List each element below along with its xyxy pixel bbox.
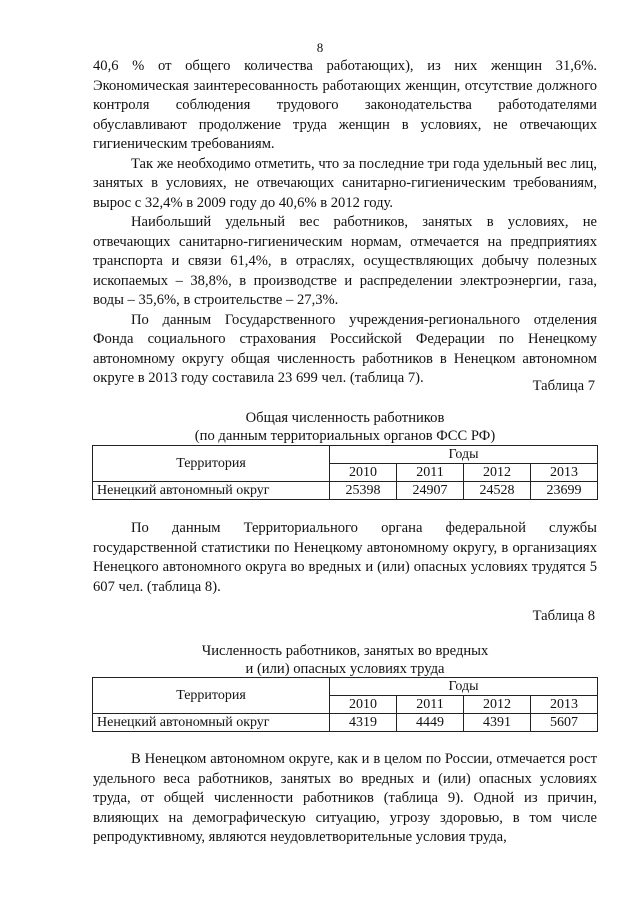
territory-header: Территория	[93, 446, 330, 482]
table-7-title	[93, 409, 597, 445]
year-cell: 2013	[531, 696, 598, 714]
year-cell: 2011	[397, 696, 464, 714]
table-7-label: Таблица 7	[532, 378, 595, 394]
table-8-label: Таблица 8	[532, 608, 595, 624]
paragraph: 40,6 % от общего количества работающих), из них женщин 31,6%. Экономическая заинтересованность работающих женщин, отсутствие должного контроля соблюдения трудового законодательства работодателями обуславливают продолжение труда женщин в условиях, не отвечающих гигиеническим требованиям.	[93, 58, 597, 152]
year-cell: 2012	[464, 696, 531, 714]
table-8-title-line-1: Численность работников, занятых во вредных	[201, 643, 489, 659]
value-cell: 24907	[397, 482, 464, 500]
value-cell: 4449	[397, 714, 464, 732]
table-7-title-line-1: Общая численность работников	[245, 410, 445, 426]
year-cell: 2012	[464, 464, 531, 482]
value-cell: 5607	[531, 714, 598, 732]
paragraph: По данным Территориального органа федеральной службы государственной статистики по Ненецкому автономному округу, в организациях Ненецкого автономного округа во вредных и (или) опасных условиях трудятся 5 607 чел. (таблица 8).	[93, 520, 597, 595]
table-8-title	[93, 642, 597, 678]
row-label: Ненецкий автономный округ	[93, 482, 330, 500]
table-7-title-line-2: (по данным территориальных органов ФСС РФ)	[194, 428, 496, 444]
value-cell: 23699	[531, 482, 598, 500]
text-block-3	[93, 750, 597, 848]
table-8	[92, 677, 598, 732]
year-cell: 2011	[397, 464, 464, 482]
paragraph: Наибольший удельный вес работников, занятых в условиях, не отвечающих санитарно-гигиеническим нормам, отмечается на предприятиях транспорта и связи 61,4%, в отраслях, осуществляющих добычу полезных ископаемых – 38,8%, в производстве и распределении электроэнергии, газа, воды – 35,6%, в строительстве – 27,3%.	[93, 214, 597, 308]
table-row	[93, 714, 598, 732]
table-8-title-line-2: и (или) опасных условиях труда	[245, 661, 445, 677]
value-cell: 25398	[330, 482, 397, 500]
value-cell: 4319	[330, 714, 397, 732]
value-cell: 24528	[464, 482, 531, 500]
year-cell: 2010	[330, 464, 397, 482]
years-header: Годы	[330, 446, 598, 464]
years-header: Годы	[330, 678, 598, 696]
text-block-1	[93, 57, 597, 389]
year-cell: 2013	[531, 464, 598, 482]
year-cell: 2010	[330, 696, 397, 714]
table-row	[93, 482, 598, 500]
value-cell: 4391	[464, 714, 531, 732]
page-number: 8	[316, 40, 324, 55]
text-block-2	[93, 519, 597, 597]
paragraph: Так же необходимо отметить, что за последние три года удельный вес лиц, занятых в условиях, не отвечающих санитарно-гигиеническим требованиям, вырос с 32,4% в 2009 году до 40,6% в 2012 году.	[93, 155, 597, 211]
territory-header: Территория	[93, 678, 330, 714]
paragraph: По данным Государственного учреждения-регионального отделения Фонда социального страхования Российской Федерации по Ненецкому автономному округу общая численность работников в Ненецком автономном округе в 2013 году составила 23 699 чел. (таблица 7).	[93, 311, 597, 386]
paragraph: В Ненецком автономном округе, как и в целом по России, отмечается рост удельного веса работников, занятых во вредных и (или) опасных условиях труда, от общей численности работников (таблица 9). Одной из причин, влияющих на демографическую ситуацию, угрозу здоровью, в том числе репродуктивному, являются неудовлетворительные условия труда,	[93, 751, 597, 845]
row-label: Ненецкий автономный округ	[93, 714, 330, 732]
table-7	[92, 445, 598, 500]
